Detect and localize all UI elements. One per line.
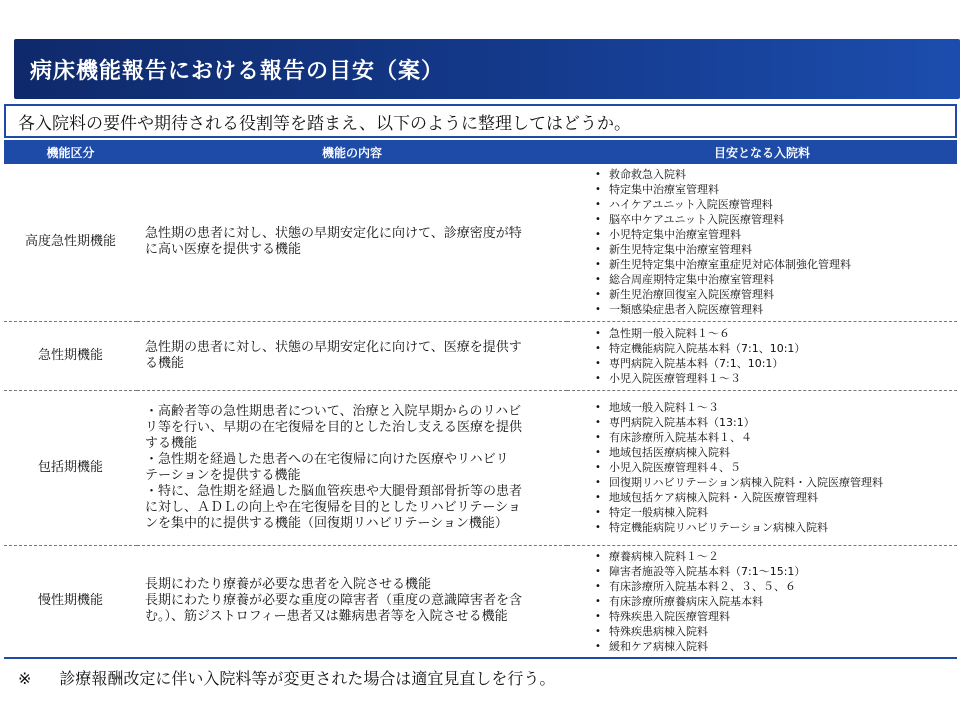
fee-item: • 小児入院医療管理料１～３ (595, 371, 957, 386)
fee-item: • 地域包括ケア病棟入院料・入院医療管理料 (595, 490, 957, 505)
footnote-mark: ※ (18, 669, 32, 688)
footnote-text: 診療報酬改定に伴い入院料等が変更された場合は適宜見直しを行う。 (59, 669, 556, 688)
fee-item: • 特定機能病院リハビリテーション病棟入院料 (595, 520, 957, 535)
table-row-chronic (4, 545, 957, 658)
row-fees (567, 164, 957, 321)
fee-item: • 小児特定集中治療室管理料 (595, 227, 957, 242)
title-bar (14, 39, 960, 99)
fee-item: • 急性期一般入院料１～６ (595, 326, 957, 341)
content-line: ・特に、急性期を経過した脳血管疾患や大腿骨頚部骨折等の患者 (145, 483, 523, 499)
subtitle-box (4, 104, 957, 138)
content-line: する機能 (145, 435, 198, 451)
table-row-acute (4, 321, 957, 390)
header-category: 機能区分 (4, 140, 137, 164)
row-fees (567, 545, 957, 658)
fee-list (595, 549, 957, 654)
row-category: 急性期機能 (4, 321, 137, 390)
table-row-high-acute (4, 164, 957, 321)
fee-item: • 特殊疾患病棟入院料 (595, 624, 957, 639)
fee-item: • 特殊疾患入院医療管理料 (595, 609, 957, 624)
content-line: む。）、筋ジストロフィー患者又は難病患者等を入院させる機能 (145, 609, 508, 625)
fee-item: • 有床診療所入院基本料２、３、５、６ (595, 579, 957, 594)
fee-item: • 地域一般入院料１～３ (595, 400, 957, 415)
header-content: 機能の内容 (137, 140, 567, 164)
content-line: に対し、ＡＤＬの向上や在宅復帰を目的としたリハビリテーショ (145, 499, 521, 515)
fee-item: • 脳卒中ケアユニット入院医療管理料 (595, 212, 957, 227)
fee-item: • 新生児特定集中治療室管理料 (595, 242, 957, 257)
table-row-comprehensive (4, 390, 957, 545)
fee-item: • 専門病院入院基本料（13:1） (595, 415, 957, 430)
row-content (137, 164, 567, 321)
fee-item: • 回復期リハビリテーション病棟入院料・入院医療管理料 (595, 475, 957, 490)
row-content (137, 390, 567, 545)
header-fees: 目安となる入院料 (567, 140, 957, 164)
fee-item: • 有床診療所療養病床入院基本料 (595, 594, 957, 609)
content-line: ンを集中的に提供する機能（回復期リハビリテーション機能） (145, 515, 508, 531)
content-line: ・高齢者等の急性期患者について、治療と入院早期からのリハビ (145, 403, 522, 419)
function-table (4, 140, 957, 659)
row-fees (567, 321, 957, 390)
content-line: 長期にわたり療養が必要な重度の障害者（重度の意識障害者を含 (145, 593, 523, 609)
row-fees (567, 390, 957, 545)
table-header-row (4, 140, 957, 164)
content-line: 長期にわたり療養が必要な患者を入院させる機能 (145, 577, 432, 593)
content-line: ・急性期を経過した患者への在宅復帰に向けた医療やリハビリ (145, 451, 509, 467)
content-line: に高い医療を提供する機能 (145, 242, 302, 258)
fee-item: • 特定機能病院入院基本料（7:1、10:1） (595, 341, 957, 356)
fee-item: • 緩和ケア病棟入院料 (595, 639, 957, 654)
fee-item: • 新生児特定集中治療室重症児対応体制強化管理料 (595, 257, 957, 272)
fee-item: • 一類感染症患者入院医療管理料 (595, 302, 957, 317)
subtitle-text: 各入院料の要件や期待される役割等を踏まえ、以下のように整理してはどうか。 (18, 113, 632, 134)
row-content (137, 321, 567, 390)
content-line: 急性期の患者に対し、状態の早期安定化に向けて、医療を提供す (145, 339, 522, 355)
content-line: 急性期の患者に対し、状態の早期安定化に向けて、診療密度が特 (145, 226, 522, 242)
content-line: る機能 (145, 355, 185, 371)
row-content (137, 545, 567, 658)
fee-item: • 療養病棟入院料１～２ (595, 549, 957, 564)
content-line: リ等を行い、早期の在宅復帰を目的とした治し支える医療を提供 (145, 419, 523, 435)
fee-item: • ハイケアユニット入院医療管理料 (595, 197, 957, 212)
page-title: 病床機能報告における報告の目安（案） (30, 58, 445, 84)
row-category: 包括期機能 (4, 390, 137, 545)
fee-list (595, 326, 957, 386)
fee-item: • 地域包括医療病棟入院料 (595, 445, 957, 460)
fee-item: • 特定一般病棟入院料 (595, 505, 957, 520)
fee-list (595, 400, 957, 535)
fee-item: • 小児入院医療管理料４、５ (595, 460, 957, 475)
row-category: 慢性期機能 (4, 545, 137, 658)
content-line: テーションを提供する機能 (145, 467, 301, 483)
fee-item: • 救命救急入院料 (595, 167, 957, 182)
fee-item: • 障害者施設等入院基本料（7:1～15:1） (595, 564, 957, 579)
fee-item: • 新生児治療回復室入院医療管理料 (595, 287, 957, 302)
fee-item: • 特定集中治療室管理料 (595, 182, 957, 197)
fee-item: • 総合周産期特定集中治療室管理料 (595, 272, 957, 287)
fee-item: • 専門病院入院基本料（7:1、10:1） (595, 356, 957, 371)
fee-item: • 有床診療所入院基本料１、４ (595, 430, 957, 445)
footnote (18, 666, 555, 689)
fee-list (595, 167, 957, 317)
row-category: 高度急性期機能 (4, 164, 137, 321)
